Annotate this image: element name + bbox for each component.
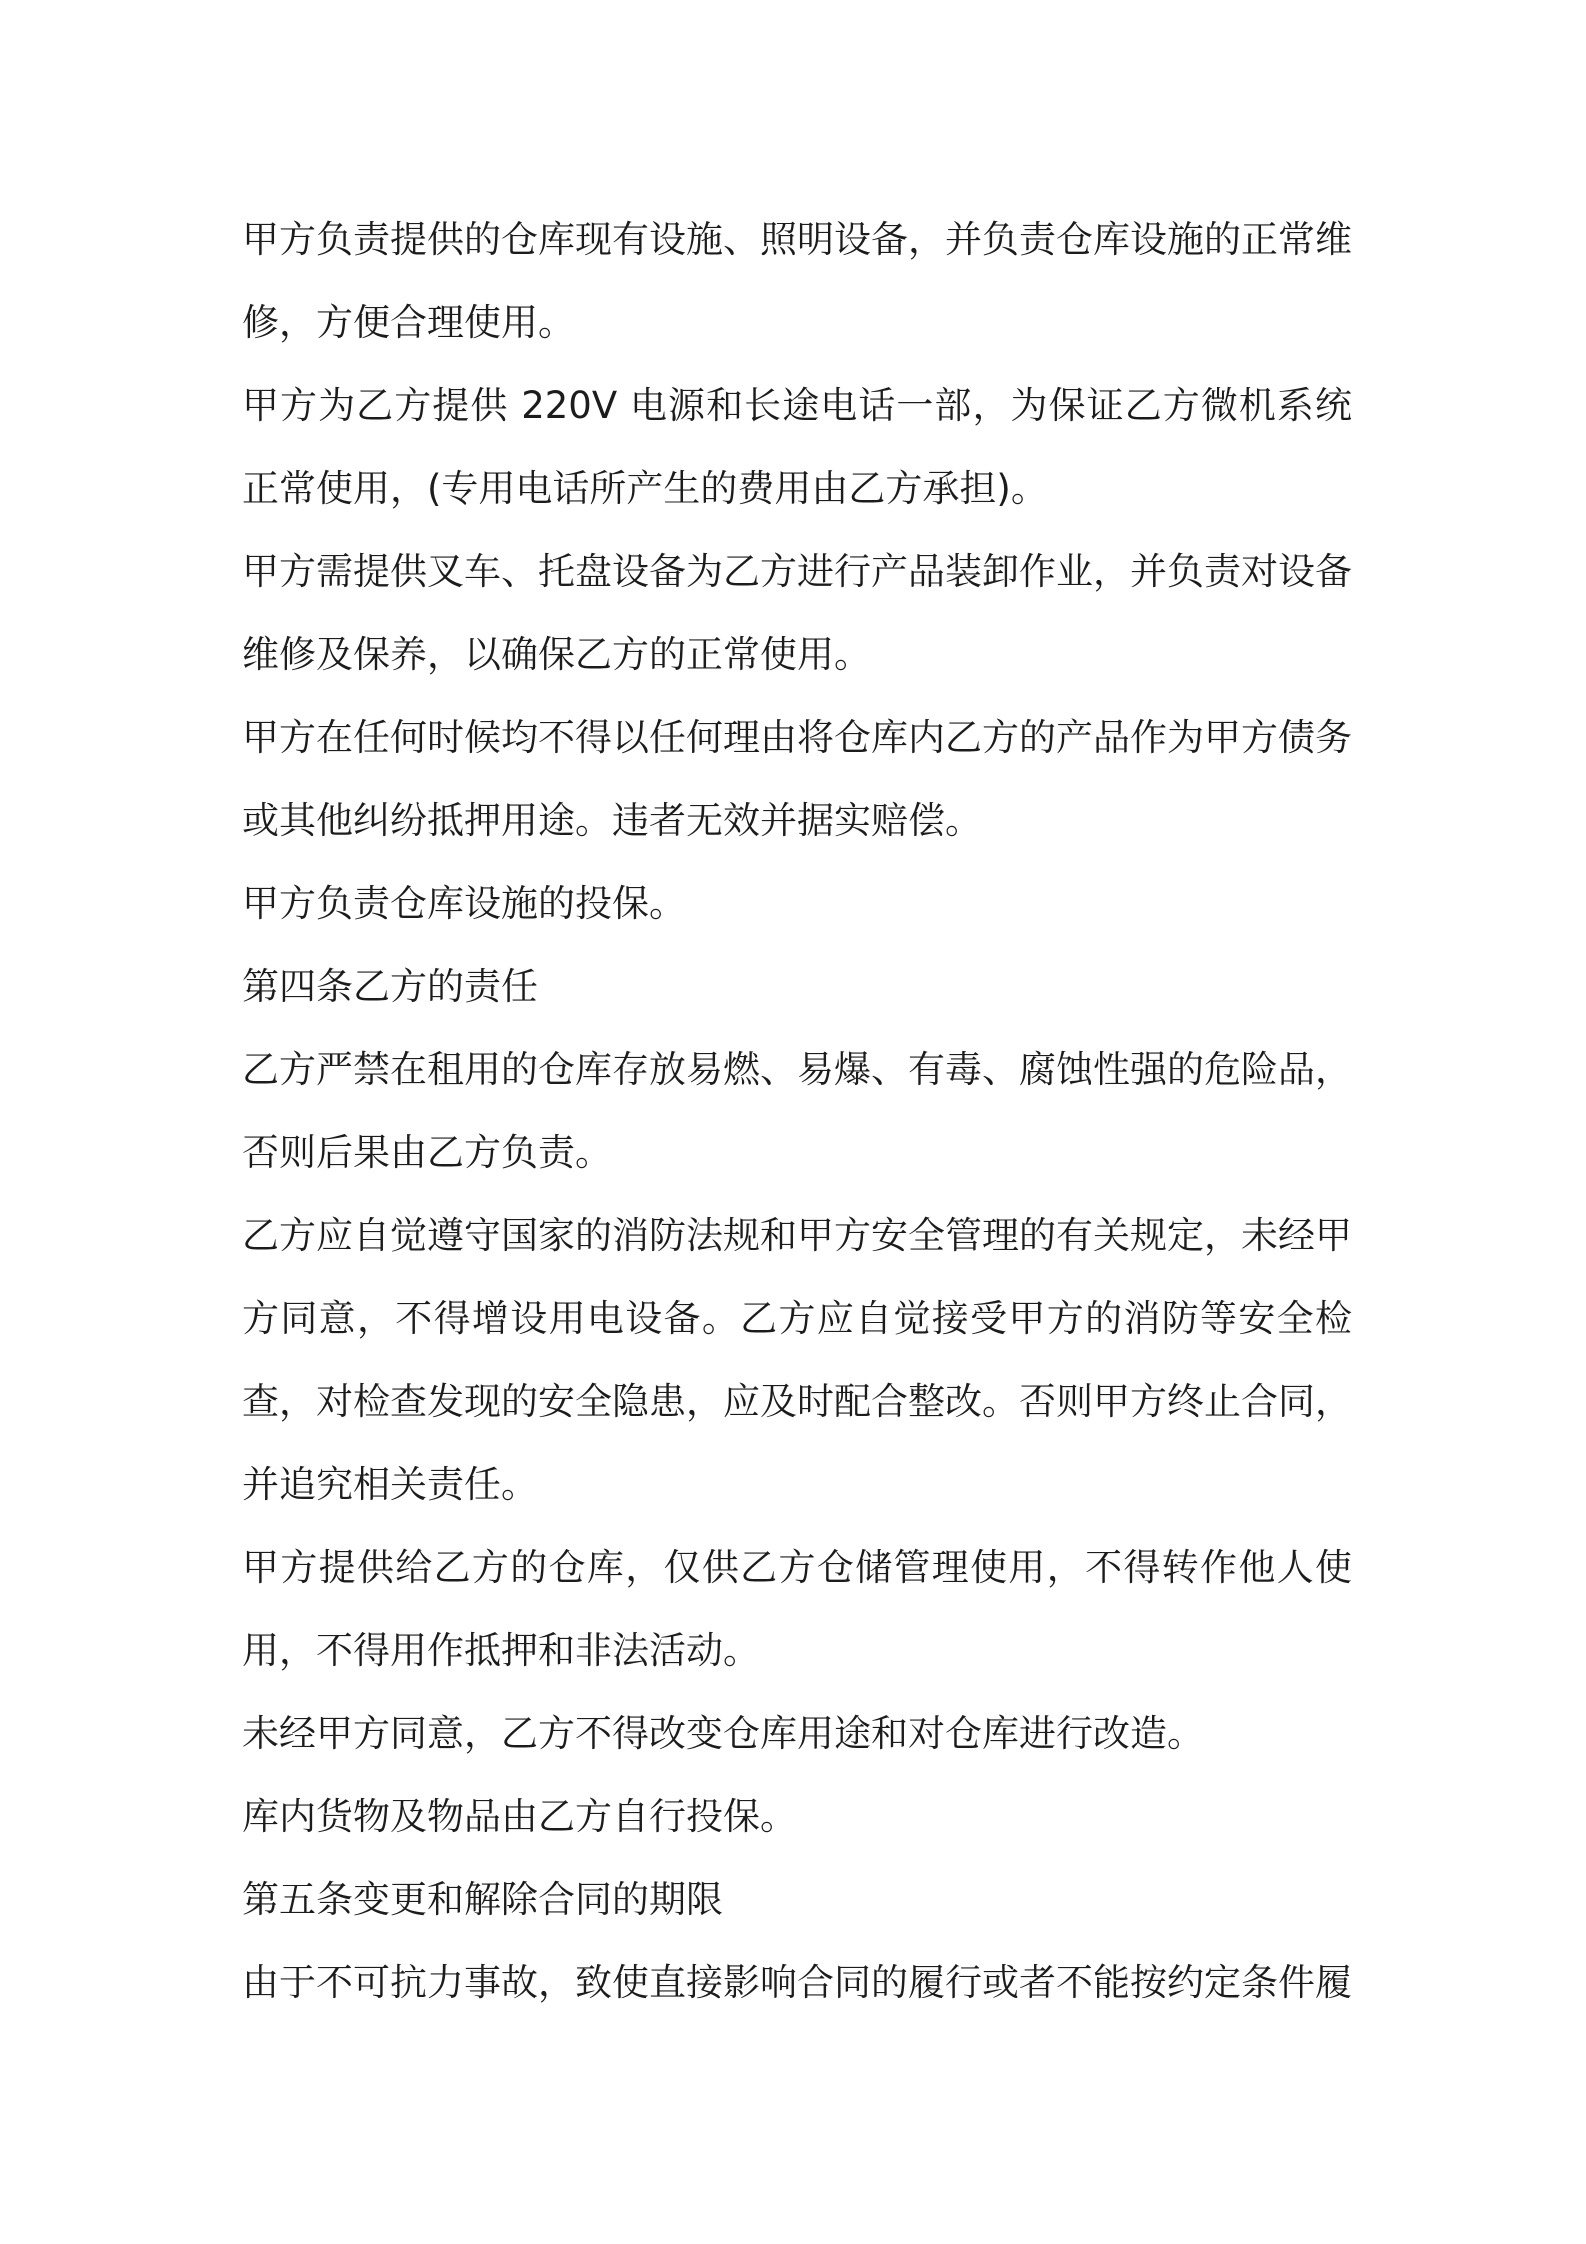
paragraph-facility-insurance: 甲方负责仓库设施的投保。 [242,882,686,925]
paragraph-hazardous-goods: 乙方严禁在租用的仓库存放易燃、易爆、有毒、腐蚀性强的危险品，否则后果由乙方负责。 [242,1048,1352,1174]
paragraph-power-and-phone: 甲方为乙方提供 220V 电源和长途电话一部，为保证乙方微机系统正常使用，(专用电话所产生的费用由乙方承担)。 [242,384,1352,510]
paragraph-warehouse-use: 甲方提供给乙方的仓库，仅供乙方仓储管理使用，不得转作他人使用，不得用作抵押和非法活动。 [242,1546,1352,1672]
paragraph-facility-maintenance: 甲方负责提供的仓库现有设施、照明设备，并负责仓库设施的正常维修，方便合理使用。 [242,218,1352,344]
paragraph-goods-insurance: 库内货物及物品由乙方自行投保。 [242,1795,797,1838]
paragraph-no-mortgage: 甲方在任何时候均不得以任何理由将仓库内乙方的产品作为甲方债务或其他纠纷抵押用途。违者无效并据实赔偿。 [242,716,1352,842]
section-heading-article-5: 第五条变更和解除合同的期限 [242,1878,723,1921]
section-heading-article-4: 第四条乙方的责任 [242,965,538,1008]
paragraph-forklift-pallet: 甲方需提供叉车、托盘设备为乙方进行产品装卸作业，并负责对设备维修及保养，以确保乙方的正常使用。 [242,550,1352,676]
paragraph-fire-safety: 乙方应自觉遵守国家的消防法规和甲方安全管理的有关规定，未经甲方同意，不得增设用电设备。乙方应自觉接受甲方的消防等安全检查，对检查发现的安全隐患，应及时配合整改。否则甲方终止合同，并追究相关责任。 [242,1214,1352,1506]
paragraph-force-majeure: 由于不可抗力事故，致使直接影响合同的履行或者不能按约定条件履 [242,1961,1352,2004]
paragraph-no-modification: 未经甲方同意，乙方不得改变仓库用途和对仓库进行改造。 [242,1712,1204,1755]
document-body [242,198,1352,2024]
